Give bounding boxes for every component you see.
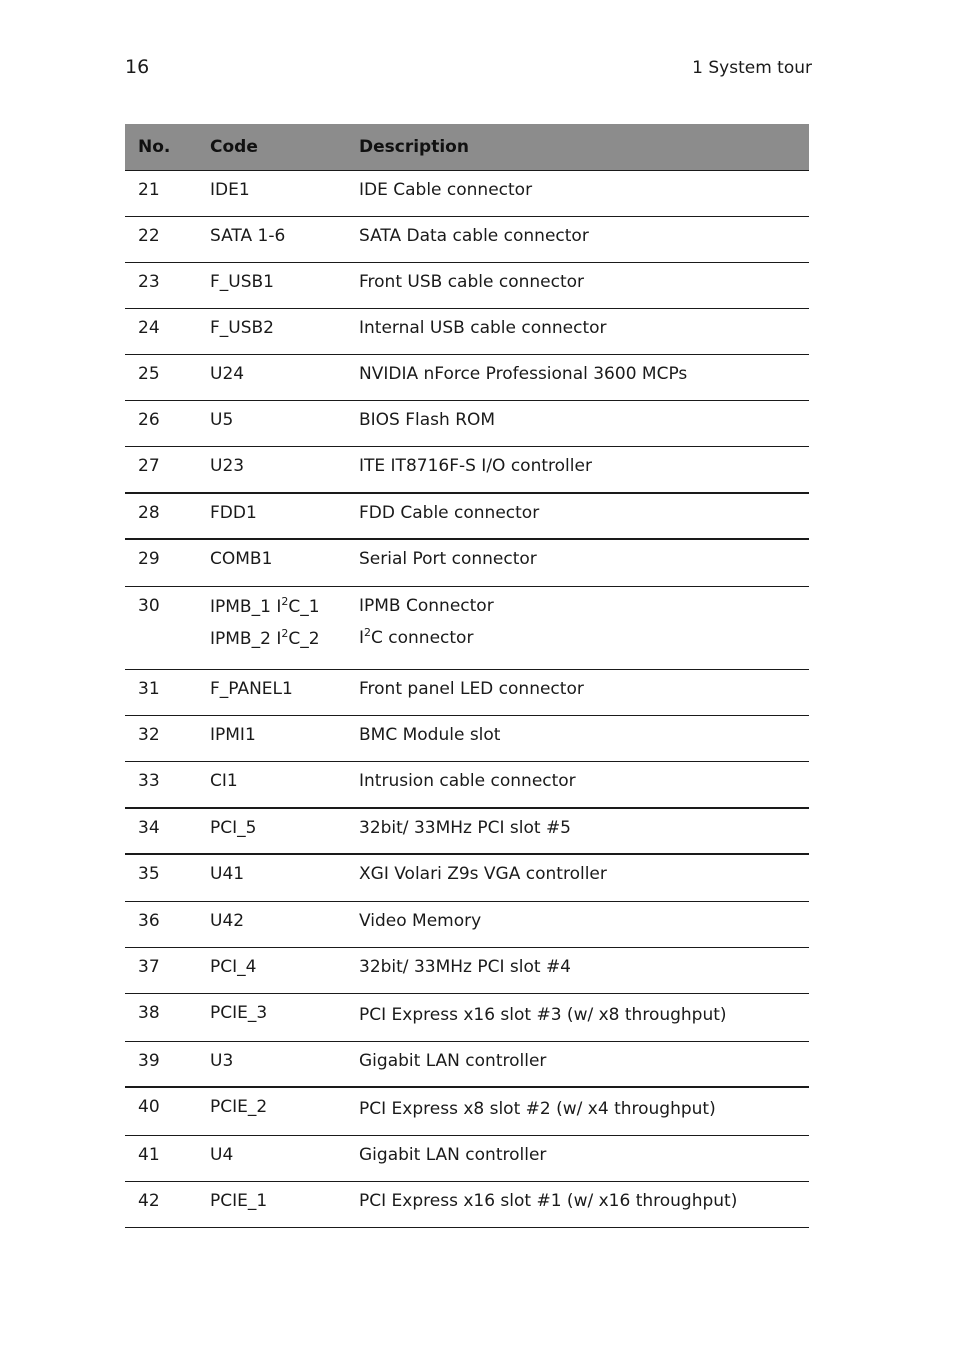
cell-no: 41 — [138, 1145, 160, 1165]
cell-no: 37 — [138, 957, 160, 977]
cell-no: 30 — [138, 596, 160, 616]
column-header-description: Description — [359, 137, 469, 157]
table-row — [125, 762, 809, 809]
cell-no: 25 — [138, 364, 160, 384]
cell-description: 32bit/ 33MHz PCI slot #4 — [359, 957, 572, 977]
chapter-title: 1 System tour — [692, 58, 812, 78]
table-row — [125, 902, 809, 948]
cell-no: 24 — [138, 318, 160, 338]
cell-no: 21 — [138, 180, 160, 200]
description-line: IPMB Connector — [359, 596, 494, 616]
table-row — [125, 855, 809, 902]
table-row — [125, 1088, 809, 1136]
table-row — [125, 1182, 809, 1228]
table-row — [125, 1136, 809, 1182]
cell-no: 35 — [138, 864, 160, 884]
cell-no: 39 — [138, 1051, 160, 1071]
description-text: C connector — [371, 628, 474, 648]
cell-code: PCI_5 — [210, 818, 257, 838]
cell-code: CI1 — [210, 771, 238, 791]
code-line — [210, 623, 359, 655]
column-header-no: No. — [138, 137, 171, 157]
cell-no: 28 — [138, 503, 160, 523]
cell-code: PCIE_1 — [210, 1191, 268, 1211]
cell-no: 29 — [138, 549, 160, 569]
cell-code: IDE1 — [210, 180, 250, 200]
cell-description: Gigabit LAN controller — [359, 1145, 547, 1165]
cell-description: PCI Express x8 slot #2 (w/ x4 throughput) — [359, 1099, 716, 1119]
cell-description: BIOS Flash ROM — [359, 410, 496, 430]
cell-no: 27 — [138, 456, 160, 476]
cell-code: PCI_4 — [210, 957, 257, 977]
cell-code: COMB1 — [210, 549, 273, 569]
cell-code: IPMI1 — [210, 725, 256, 745]
cell-code: PCIE_2 — [210, 1097, 268, 1117]
table-header — [125, 124, 809, 171]
cell-code: PCIE_3 — [210, 1003, 268, 1023]
cell-no: 32 — [138, 725, 160, 745]
superscript: 2 — [281, 595, 289, 608]
cell-description: Video Memory — [359, 911, 482, 931]
table-row — [125, 309, 809, 355]
cell-code: F_PANEL1 — [210, 679, 293, 699]
cell-no: 23 — [138, 272, 160, 292]
cell-code: U23 — [210, 456, 245, 476]
cell-no: 42 — [138, 1191, 160, 1211]
cell-code: U42 — [210, 911, 245, 931]
description-line — [359, 622, 809, 654]
table-row — [125, 217, 809, 263]
cell-no: 38 — [138, 1003, 160, 1023]
cell-description — [359, 587, 809, 669]
table-row — [125, 948, 809, 994]
cell-code — [210, 587, 359, 669]
table-row — [125, 171, 809, 217]
cell-no: 31 — [138, 679, 160, 699]
cell-code: U5 — [210, 410, 234, 430]
cell-description: PCI Express x16 slot #3 (w/ x8 throughput) — [359, 1005, 727, 1025]
code-text: C_2 — [288, 629, 320, 649]
cell-description: IDE Cable connector — [359, 180, 533, 200]
cell-code: FDD1 — [210, 503, 257, 523]
table-row — [125, 494, 809, 540]
code-text: IPMB_2 I — [210, 629, 282, 649]
cell-description: XGI Volari Z9s VGA controller — [359, 864, 607, 884]
table-row — [125, 994, 809, 1042]
cell-description: Front panel LED connector — [359, 679, 584, 699]
component-table — [125, 124, 809, 1228]
cell-code: U24 — [210, 364, 245, 384]
cell-no: 34 — [138, 818, 160, 838]
table-row — [125, 809, 809, 855]
cell-description: SATA Data cable connector — [359, 226, 589, 246]
cell-description: Internal USB cable connector — [359, 318, 607, 338]
cell-description: Serial Port connector — [359, 549, 537, 569]
cell-description: PCI Express x16 slot #1 (w/ x16 throughput) — [359, 1191, 738, 1211]
cell-code: F_USB2 — [210, 318, 274, 338]
table-row — [125, 355, 809, 401]
cell-description: Gigabit LAN controller — [359, 1051, 547, 1071]
table-row — [125, 587, 809, 670]
table-row — [125, 447, 809, 494]
cell-no: 36 — [138, 911, 160, 931]
table-row — [125, 263, 809, 309]
cell-no: 26 — [138, 410, 160, 430]
cell-description: Front USB cable connector — [359, 272, 585, 292]
cell-description: NVIDIA nForce Professional 3600 MCPs — [359, 364, 688, 384]
cell-description: ITE IT8716F-S I/O controller — [359, 456, 592, 476]
cell-code: U41 — [210, 864, 245, 884]
cell-code: U3 — [210, 1051, 234, 1071]
cell-description: 32bit/ 33MHz PCI slot #5 — [359, 818, 572, 838]
table-row — [125, 401, 809, 447]
table-row — [125, 670, 809, 716]
cell-description: FDD Cable connector — [359, 503, 540, 523]
code-line — [210, 591, 359, 623]
cell-code: U4 — [210, 1145, 234, 1165]
cell-no: 22 — [138, 226, 160, 246]
code-text: IPMB_1 I — [210, 597, 282, 617]
table-row — [125, 716, 809, 762]
cell-description: BMC Module slot — [359, 725, 501, 745]
description-text: I — [359, 628, 365, 648]
page-number: 16 — [125, 56, 150, 78]
superscript: 2 — [281, 627, 289, 640]
cell-description: Intrusion cable connector — [359, 771, 576, 791]
code-text: C_1 — [288, 597, 320, 617]
cell-code: SATA 1-6 — [210, 226, 286, 246]
cell-no: 33 — [138, 771, 160, 791]
table-row — [125, 540, 809, 587]
column-header-code: Code — [210, 137, 258, 157]
table-row — [125, 1042, 809, 1088]
cell-no: 40 — [138, 1097, 160, 1117]
cell-code: F_USB1 — [210, 272, 274, 292]
superscript: 2 — [364, 626, 372, 639]
